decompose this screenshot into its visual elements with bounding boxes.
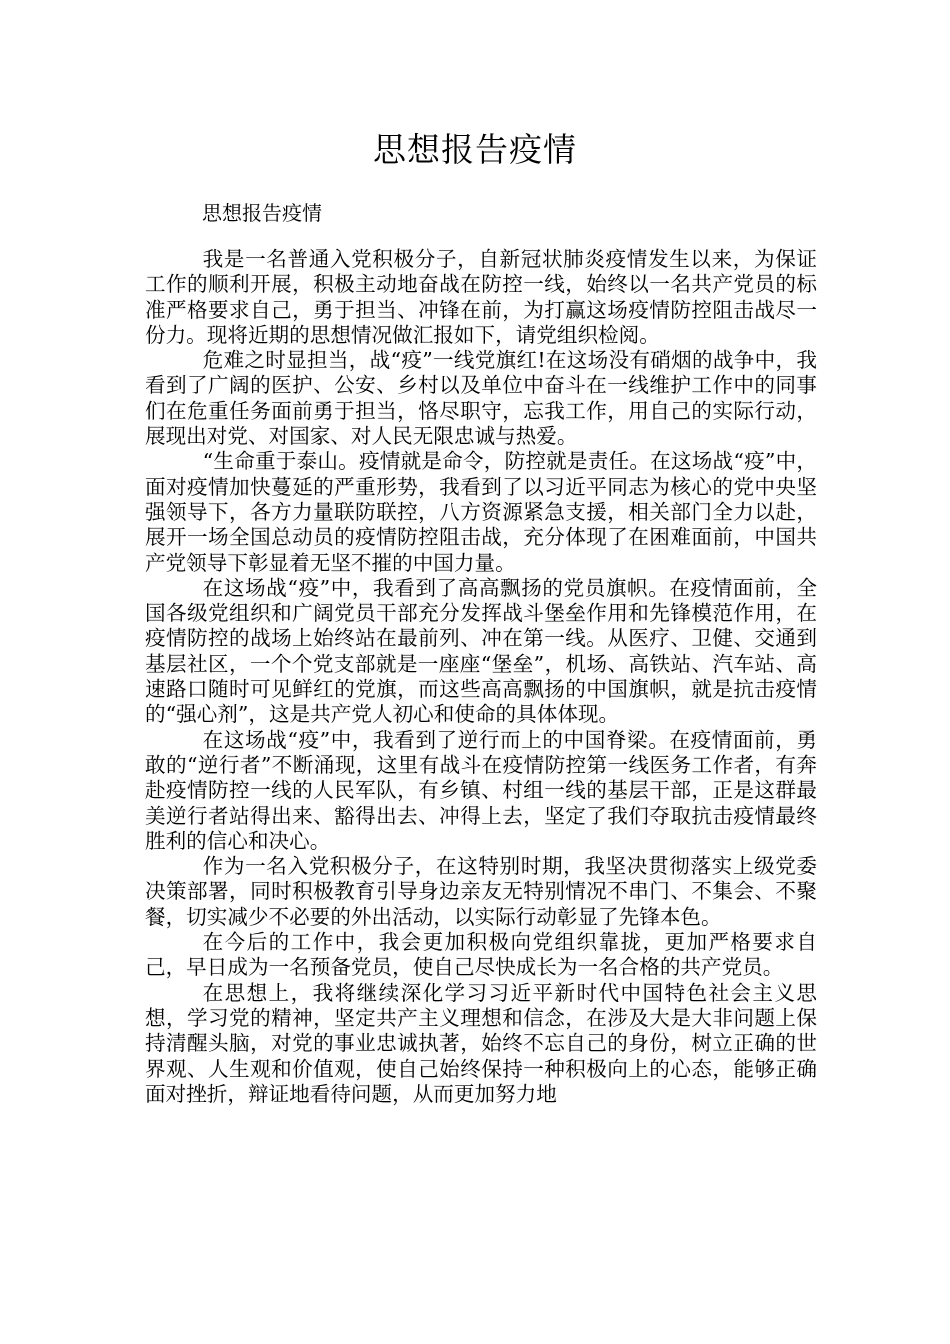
body-paragraph: 在这场战“疫”中，我看到了高高飘扬的党员旗帜。在疫情面前，全国各级党组织和广阔党员干部充分发挥战斗堡垒作用和先锋模范作用，在疫情防控的战场上始终站在最前列、冲在第一线。从医疗、卫健、交通到基层社区，一个个党支部就是一座座“堡垒”，机场、高铁站、汽车站、高速路口随时可见鲜红的党旗，而这些高高飘扬的中国旗帜，就是抗击疫情的“强心剂”，这是共产党人初心和使命的具体体现。 <box>145 575 817 727</box>
body-paragraph: 我是一名普通入党积极分子，自新冠状肺炎疫情发生以来，为保证工作的顺利开展，积极主动地奋战在防控一线，始终以一名共产党员的标准严格要求自己，勇于担当、冲锋在前，为打赢这场疫情防控阻击战尽一份力。现将近期的思想情况做汇报如下，请党组织检阅。 <box>145 247 817 347</box>
body-paragraph: 作为一名入党积极分子，在这特别时期，我坚决贯彻落实上级党委决策部署，同时积极教育引导身边亲友无特别情况不串门、不集会、不聚餐，切实减少不必要的外出活动，以实际行动彰显了先锋本色。 <box>145 854 817 929</box>
document-title: 思想报告疫情 <box>373 130 577 169</box>
body-paragraph: “生命重于泰山。疫情就是命令，防控就是责任。在这场战“疫”中，面对疫情加快蔓延的严重形势，我看到了以习近平同志为核心的党中央坚强领导下，各方力量联防联控，八方资源紧急支援，相关部门全力以赴，展开一场全国总动员的疫情防控阻击战，充分体现了在困难面前，中国共产党领导下彰显着无坚不摧的中国力量。 <box>145 449 817 575</box>
document-subtitle: 思想报告疫情 <box>202 201 322 225</box>
body-paragraph: 危难之时显担当，战“疫”一线党旗红!在这场没有硝烟的战争中，我看到了广阔的医护、公安、乡村以及单位中奋斗在一线维护工作中的同事们在危重任务面前勇于担当，恪尽职守，忘我工作，用自己的实际行动，展现出对党、对国家、对人民无限忠诚与热爱。 <box>145 348 817 449</box>
body-paragraph: 在这场战“疫”中，我看到了逆行而上的中国脊梁。在疫情面前，勇敢的“逆行者”不断涌现，这里有战斗在疫情防控第一线医务工作者，有奔赴疫情防控一线的人民军队，有乡镇、村组一线的基层干部，正是这群最美逆行者站得出来、豁得出去、冲得上去，坚定了我们夺取抗击疫情最终胜利的信心和决心。 <box>145 727 817 853</box>
body-paragraph: 在思想上，我将继续深化学习习近平新时代中国特色社会主义思想，学习党的精神，坚定共产主义理想和信念，在涉及大是大非问题上保持清醒头脑，对党的事业忠诚执著，始终不忘自己的身份，树立正确的世界观、人生观和价值观，使自己始终保持一种积极向上的心态，能够正确面对挫折，辩证地看待问题，从而更加努力地 <box>145 980 817 1106</box>
body-paragraph: 在今后的工作中，我会更加积极向党组织靠拢，更加严格要求自己，早日成为一名预备党员，使自己尽快成长为一名合格的共产党员。 <box>145 930 817 980</box>
document-body <box>145 247 817 1107</box>
